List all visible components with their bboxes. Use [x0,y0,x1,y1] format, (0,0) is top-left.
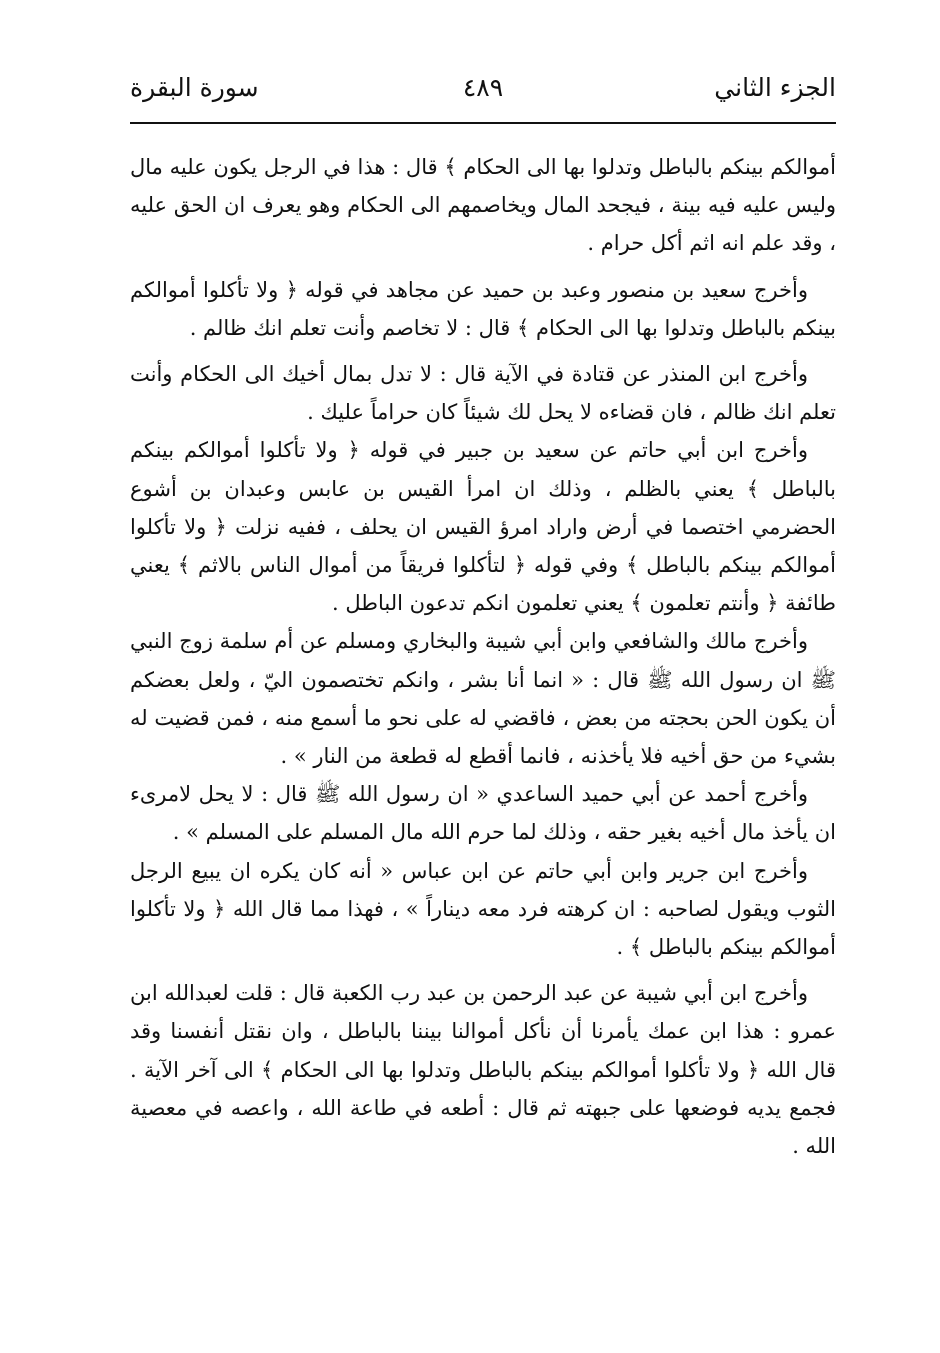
paragraph: وأخرج ابن أبي حاتم عن سعيد بن جبير في قوله ﴿ ولا تأكلوا أموالكم بينكم بالباطل ﴾ يعني بالظلم ، وذلك ان امرأ القيس بن عابس وعبدان بن أشوع الحضرمي اختصما في أرض واراد امرؤ القيس ان يحلف ، ففيه نزلت ﴿ ولا تأكلوا أموالكم بينكم بالباطل ﴾ وفي قوله ﴿ لتأكلوا فريقاً من أموال الناس بالاثم ﴾ يعني طائفة ﴿ وأنتم تعلمون ﴾ يعني تعلمون انكم تدعون الباطل . [130,438,836,616]
part-title: الجزء الثاني [714,73,836,102]
running-header [130,66,836,110]
paragraph: وأخرج سعيد بن منصور وعبد بن حميد عن مجاهد في قوله ﴿ ولا تأكلوا أموالكم بينكم بالباطل وتدلوا بها الى الحكام ﴾ قال : لا تخاصم وأنت تعلم انك ظالم . [130,277,836,340]
header-divider [130,122,836,124]
paragraph: وأخرج ابن جرير وابن أبي حاتم عن ابن عباس « أنه كان يكره ان يبيع الرجل الثوب ويقول لصاحبه : ان كرهته فرد معه ديناراً » ، فهذا مما قال الله ﴿ ولا تأكلوا أموالكم بينكم بالباطل ﴾ . [130,858,836,960]
paragraph: وأخرج ابن المنذر عن قتادة في الآية قال : لا تدل بمال أخيك الى الحكام وأنت تعلم انك ظالم ، فان قضاءه لا يحل لك شيئاً كان حراماً عليك . [130,362,836,425]
paragraph: وأخرج مالك والشافعي وابن أبي شيبة والبخاري ومسلم عن أم سلمة زوج النبي ﷺ ان رسول الله ﷺ قال : « انما أنا بشر ، وانكم تختصمون اليّ ، ولعل بعضكم أن يكون الحن بحجته من بعض ، فاقضي له على نحو ما أسمع منه ، فمن قضيت له بشيء من حق أخيه فلا يأخذنه ، فانما أقطع له قطعة من النار » . [130,629,836,769]
surah-title: سورة البقرة [130,73,259,102]
paragraph: أموالكم بينكم بالباطل وتدلوا بها الى الحكام ﴾ قال : هذا في الرجل يكون عليه مال وليس عليه فيه بينة ، فيجحد المال ويخاصمهم الى الحكام وهو يعرف ان الحق عليه ، وقد علم انه اثم أكل حرام . [130,155,836,256]
paragraph: وأخرج أحمد عن أبي حميد الساعدي « ان رسول الله ﷺ قال : لا يحل لامرىء ان يأخذ مال أخيه بغير حقه ، وذلك لما حرم الله مال المسلم على المسلم » . [130,782,836,845]
body-text [130,148,836,1165]
paragraph: وأخرج ابن أبي شيبة عن عبد الرحمن بن عبد رب الكعبة قال : قلت لعبدالله ابن عمرو : هذا ابن عمك يأمرنا أن نأكل أموالنا بيننا بالباطل ، وان نقتل أنفسنا وقد قال الله ﴿ ولا تأكلوا أموالكم بينكم بالباطل وتدلوا بها الى الحكام ﴾ الى آخر الآية . فجمع يديه فوضعها على جبهته ثم قال : أطعه في طاعة الله ، واعصه في معصية الله . [130,981,836,1159]
page-number: ٤٨٩ [462,73,504,102]
